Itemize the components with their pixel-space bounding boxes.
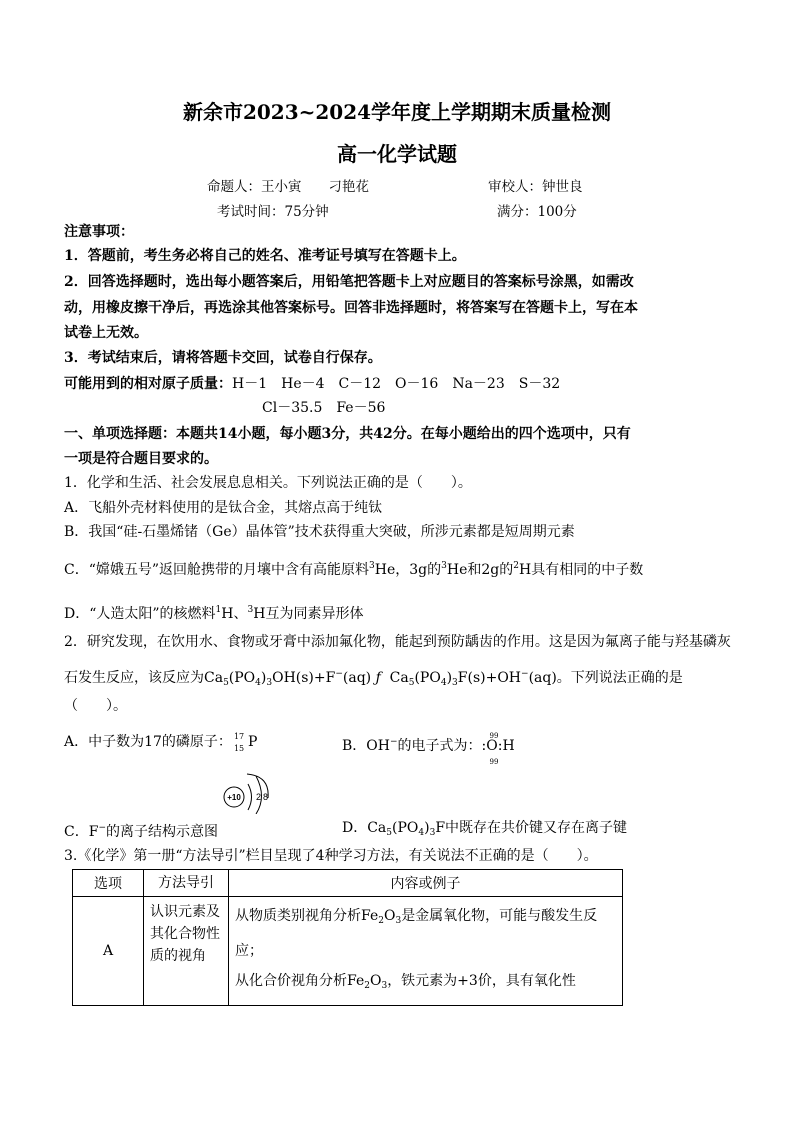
q3-row-a-option: A [73,897,144,1006]
q1-option-a: A．飞船外壳材料使用的是钛合金，其熔点高于纯钛 [64,500,383,516]
nucleus-label: +10 [227,793,241,802]
q3-a-l3-t3: ，铁元素为+3价，具有氧化性 [387,973,576,989]
q2-d-s1: 5 [386,828,393,838]
section-heading: 一、单项选择题：本题共14小题，每小题3分，共42分。在每小题给出的四个选项中，只有 [64,426,631,442]
q2-s8: − [521,669,529,679]
q2-s7: 3 [452,678,458,688]
table-row [73,897,623,1006]
q3-row-a-line-1 [235,901,616,936]
q1-d-text-3: H互为同素异形体 [253,606,364,622]
q2-s2: 4 [255,678,261,688]
q2-option-b [342,732,515,766]
q2-d-s2: 4 [418,828,425,838]
q3-a-l3-s2: 3 [381,981,388,991]
q2-a-isotope [232,732,248,752]
q2-s1: 5 [223,678,229,688]
q3-header-method: 方法导引 [144,870,229,897]
q3-a-l1-t3: 是金属氧化物，可能与酸发生反 [401,908,598,924]
q2-t2: (PO [228,670,256,686]
q2-s6: 4 [440,678,447,688]
q2-d-t4: F中既存在共价键又存在离子键 [435,820,628,836]
q2-b-formula: :O:H [481,738,515,754]
q2-stem-line-3: （ ）。 [64,698,127,714]
q1-d-text-2: H、 [221,606,248,622]
q3-a-l1-t2: O [383,908,396,924]
q2-t3: ) [260,670,267,686]
fluoride-ion-diagram [218,764,274,814]
q2-t11: (aq)。下列说法正确的是 [528,670,683,686]
q1-c-text-1: C．“嫦娥五号”返回舱携带的月壤中含有高能原料 [64,562,370,578]
q2-t9: ) [446,670,453,686]
q2-t4: OH(s)+F [272,670,336,686]
q3-a-l1-s2: 3 [395,916,402,926]
q2-a-text: A．中子数为17的磷原子： [64,734,232,750]
notice-item-1: 1．答题前，考生务必将自己的姓名、准考证号填写在答题卡上。 [64,248,466,264]
time-label: 考试时间：75分钟 [217,204,329,220]
q2-c-text: C．F [64,824,99,840]
notice-item-2-end: 试卷上无效。 [64,325,148,341]
shell-2-electrons: 8 [263,792,269,802]
notice-item-3: 3．考试结束后，请将答题卡交回，试卷自行保存。 [64,350,382,366]
q2-t6: ƒ [375,670,381,686]
q1-d-sup-2: 3 [247,605,254,615]
q2-c-sup: − [98,823,106,833]
q3-row-a-content [229,897,623,1006]
q2-s5: 5 [408,678,415,688]
q2-d-t3: ) [424,820,430,836]
q3-stem: 3.《化学》第一册“方法导引”栏目呈现了4种学习方法，有关说法不正确的是（ ）。 [64,848,598,864]
q1-c-sup-3: 2 [513,561,519,571]
q2-t10: F(s)+OH [457,670,522,686]
q1-c-text-3: He和2g的 [446,562,514,578]
q3-a-l1-t1: 从物质类别视角分析Fe [235,908,379,924]
q2-a-mass: 17 [233,732,245,741]
atomic-mass-values-1: H－1 He－4 C－12 O－16 Na－23 S－32 [232,376,561,392]
q2-b-electron-formula [481,732,515,766]
q1-c-text-2: He，3g的 [374,562,442,578]
reviewer-label: 审校人：钟世良 [488,179,583,195]
q3-a-l3-s1: 2 [364,981,370,991]
q1-c-sup-1: 3 [369,561,375,571]
notice-heading: 注意事项： [64,224,134,240]
q2-c-text-2: 的离子结构示意图 [105,824,218,840]
notice-item-2: 2．回答选择题时，选出每小题答案后，用铅笔把答题卡上对应题目的答案标号涂黑，如需改 [64,274,634,290]
q2-s4: − [335,669,343,679]
atomic-mass-row-1 [64,374,560,394]
page-title: 新余市2023~2024学年度上学期期末质量检测 [182,100,612,124]
q3-row-a-line-2: 应； [235,943,263,959]
q1-option-c [64,556,643,580]
q1-d-text-1: D．“人造太阳”的核燃料 [64,606,216,622]
q1-stem: 1．化学和生活、社会发展息息相关。下列说法正确的是（ ）。 [64,475,472,491]
q2-option-a [64,732,257,752]
q2-b-text-2: 的电子式为： [397,738,482,754]
shell-1-electrons: 2 [256,792,262,802]
q1-option-b: B．我国“硅-石墨烯锗（Ge）晶体管”技术获得重大突破，所涉元素都是短周期元素 [64,524,575,540]
q3-a-l1-s1: 2 [378,916,384,926]
q2-b-dots-bottom: 99 [489,758,499,766]
shell-1 [248,784,252,810]
q1-d-sup-1: 1 [215,605,222,615]
q2-a-element: P [247,734,258,750]
q3-header-option: 选项 [73,870,144,897]
q3-table-header [73,870,623,897]
q2-b-dots-top: 99 [489,732,499,740]
q2-d-t2: (PO [392,820,419,836]
atomic-mass-label: 可能用到的相对原子质量： [64,376,232,392]
q2-d-s3: 3 [429,828,436,838]
q2-stem-line-1: 2．研究发现，在饮用水、食物或牙膏中添加氟化物，能起到预防龋齿的作用。这是因为氟离子能与羟基磷灰 [64,634,731,650]
q1-c-text-4: H具有相同的中子数 [518,562,644,578]
score-label: 满分：100分 [497,204,577,220]
author-label: 命题人：王小寅 刁艳花 [207,179,369,195]
q2-b-text: B．OH [342,738,390,754]
q2-d-t1: D．Ca [342,820,387,836]
page-subtitle: 高一化学试题 [337,142,457,166]
notice-item-2-cont: 动，用橡皮擦干净后，再选涂其他答案标号。回答非选择题时，将答案写在答题卡上，写在本 [64,300,638,316]
q1-c-sup-2: 3 [441,561,447,571]
q2-b-sup: − [389,737,398,747]
q3-table [72,869,623,1006]
q3-row-a-line-3 [235,966,616,1001]
section-heading-cont: 一项是符合题目要求的。 [64,451,218,467]
q3-header-content: 内容或例子 [229,870,623,897]
q3-a-l3-t2: O [369,973,382,989]
q2-option-d [342,818,627,843]
q3-a-l3-t1: 从化合价视角分析Fe [235,973,365,989]
q2-option-c [64,818,218,842]
q2-t1: 石发生反应，该反应为Ca [64,670,224,686]
q1-option-d [64,600,363,624]
q2-s3: 3 [266,678,273,688]
q2-a-atomic: 15 [233,744,245,753]
q3-row-a-method: 认识元素及其化合物性质的视角 [144,897,229,1006]
q2-t8: (PO [414,670,441,686]
atomic-mass-values-2: Cl－35.5 Fe－56 [262,400,386,416]
q2-stem-line-2 [64,664,683,693]
q2-t5: (aq) [342,670,372,686]
q2-t7: Ca [389,670,409,686]
